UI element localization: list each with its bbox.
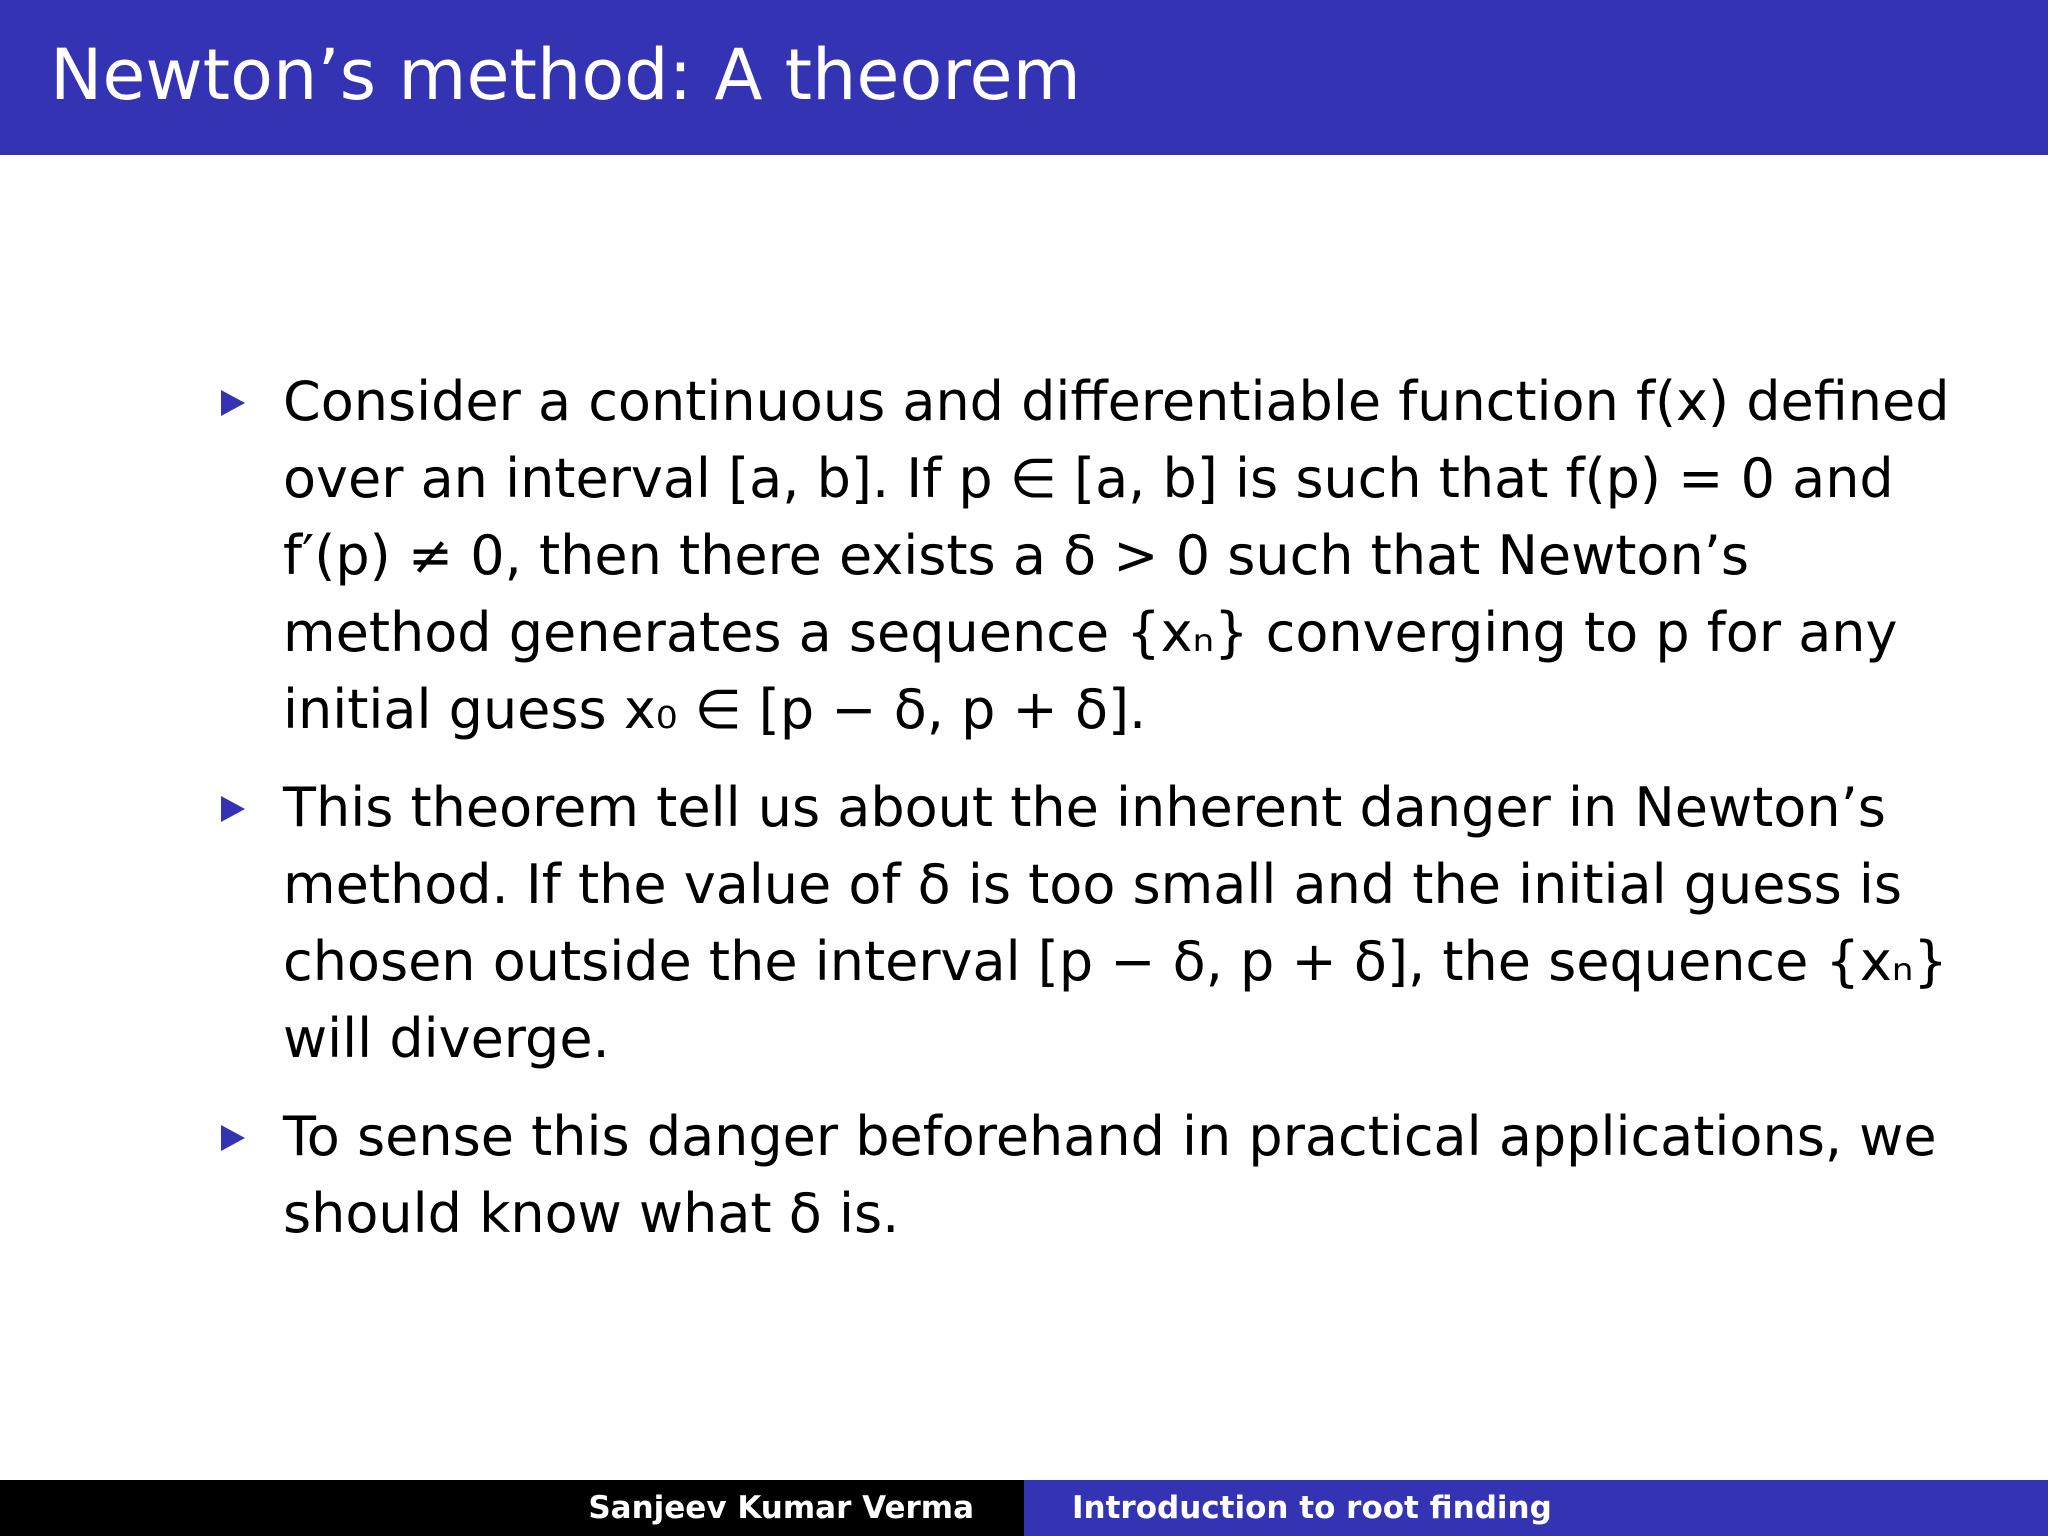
bullet-line: This theorem tell us about the inherent danger in Newton’s bbox=[283, 776, 1886, 839]
bullet-arrow-icon bbox=[221, 1125, 245, 1151]
footer-talk-title: Introduction to root finding bbox=[1024, 1480, 2048, 1536]
slide-header bbox=[0, 0, 2048, 155]
bullet-line: Consider a continuous and differentiable function f(x) defined bbox=[283, 370, 1950, 433]
bullet-arrow-icon bbox=[221, 796, 245, 822]
bullet-line: method. If the value of δ is too small and the initial guess is bbox=[283, 853, 1903, 916]
slide-body bbox=[217, 363, 1950, 1273]
bullet-item bbox=[217, 1098, 1937, 1252]
bullet-line: will diverge. bbox=[283, 1007, 610, 1070]
bullet-line: over an interval [a, b]. If p ∈ [a, b] is such that f(p) = 0 and bbox=[283, 447, 1894, 510]
bullet-arrow-icon bbox=[221, 390, 245, 416]
bullet-line: should know what δ is. bbox=[283, 1182, 900, 1245]
footer-author: Sanjeev Kumar Verma bbox=[0, 1480, 1024, 1536]
bullet-item bbox=[217, 363, 1950, 748]
slide-title: Newton’s method: A theorem bbox=[50, 34, 1081, 116]
bullet-line: chosen outside the interval [p − δ, p + δ], the sequence {xₙ} bbox=[283, 930, 1948, 993]
bullet-list bbox=[217, 363, 1950, 1252]
slide-footer bbox=[0, 1480, 2048, 1536]
bullet-item bbox=[217, 769, 1948, 1077]
bullet-line: f′(p) ≠ 0, then there exists a δ > 0 such that Newton’s bbox=[283, 524, 1749, 587]
bullet-line: method generates a sequence {xₙ} converging to p for any bbox=[283, 601, 1898, 664]
bullet-line: To sense this danger beforehand in practical applications, we bbox=[283, 1105, 1937, 1168]
bullet-line: initial guess x₀ ∈ [p − δ, p + δ]. bbox=[283, 678, 1147, 741]
